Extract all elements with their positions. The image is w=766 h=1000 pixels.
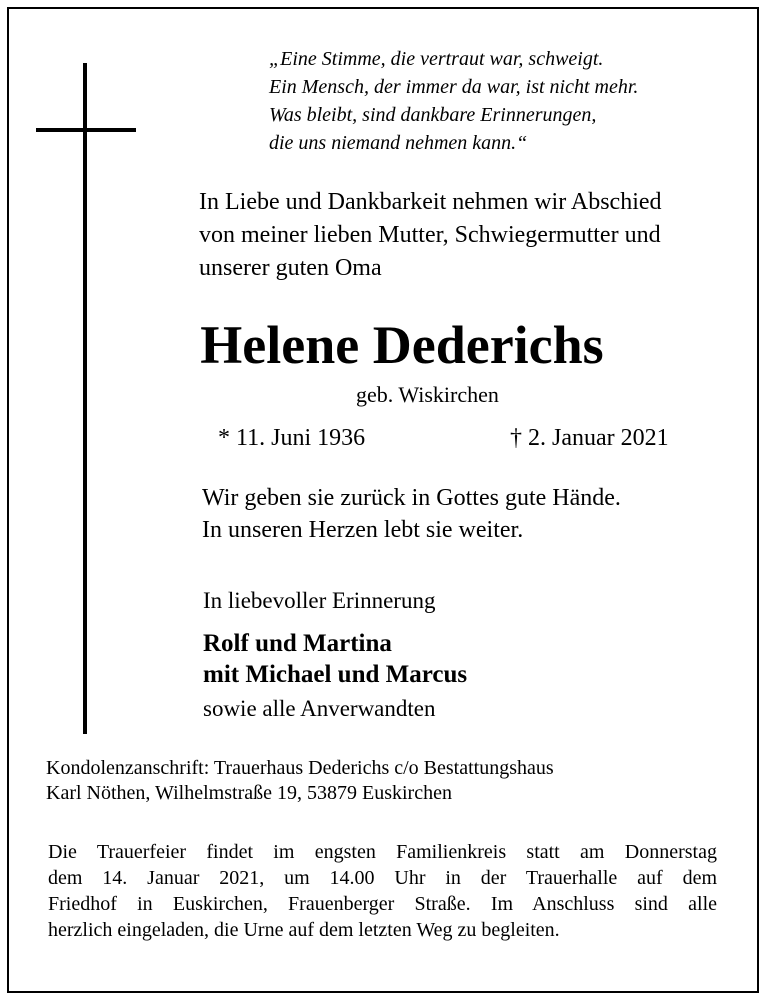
intro-line: unserer guten Oma — [199, 255, 382, 281]
relatives-line: sowie alle Anverwandten — [203, 696, 436, 721]
cross-vertical-bar — [83, 63, 87, 734]
faith-line: Wir geben sie zurück in Gottes gute Hände. — [202, 485, 621, 511]
quote-line: die uns niemand nehmen kann.“ — [269, 132, 528, 154]
family-line: mit Michael und Marcus — [203, 661, 468, 688]
cross-horizontal-bar — [36, 128, 136, 132]
service-line: dem 14. Januar 2021, um 14.00 Uhr in der Trauerhalle auf dem — [48, 867, 717, 889]
quote-line: Was bleibt, sind dankbare Erinnerungen, — [269, 104, 597, 126]
intro-line: von meiner lieben Mutter, Schwiegermutter und — [199, 222, 661, 248]
faith-line: In unseren Herzen lebt sie weiter. — [202, 517, 524, 543]
funeral-service-info — [48, 839, 717, 943]
remembrance-intro: In liebevoller Erinnerung — [203, 588, 436, 613]
farewell-intro — [199, 186, 662, 285]
family-line: Rolf und Martina — [203, 630, 392, 657]
mourning-family — [203, 628, 467, 690]
service-line: Friedhof in Euskirchen, Frauenberger Straße. Im Anschluss sind alle — [48, 893, 717, 915]
death-date: † 2. Januar 2021 — [510, 425, 669, 451]
birth-date: * 11. Juni 1936 — [218, 425, 366, 451]
service-line: herzlich eingeladen, die Urne auf dem letzten Weg zu begleiten. — [48, 919, 560, 941]
service-line: Die Trauerfeier findet im engsten Familienkreis statt am Donnerstag — [48, 841, 717, 863]
deceased-name: Helene Dederichs — [200, 315, 604, 375]
address-line: Karl Nöthen, Wilhelmstraße 19, 53879 Euskirchen — [46, 782, 452, 804]
intro-line: In Liebe und Dankbarkeit nehmen wir Abschied — [199, 189, 662, 215]
faith-statement — [202, 482, 621, 546]
quote-line: „Eine Stimme, die vertraut war, schweigt. — [269, 48, 604, 70]
condolence-address — [46, 756, 554, 806]
memorial-quote — [269, 45, 638, 157]
quote-line: Ein Mensch, der immer da war, ist nicht mehr. — [269, 76, 639, 98]
maiden-name: geb. Wiskirchen — [356, 382, 499, 407]
address-line: Kondolenzanschrift: Trauerhaus Dederichs c/o Bestattungshaus — [46, 757, 554, 779]
